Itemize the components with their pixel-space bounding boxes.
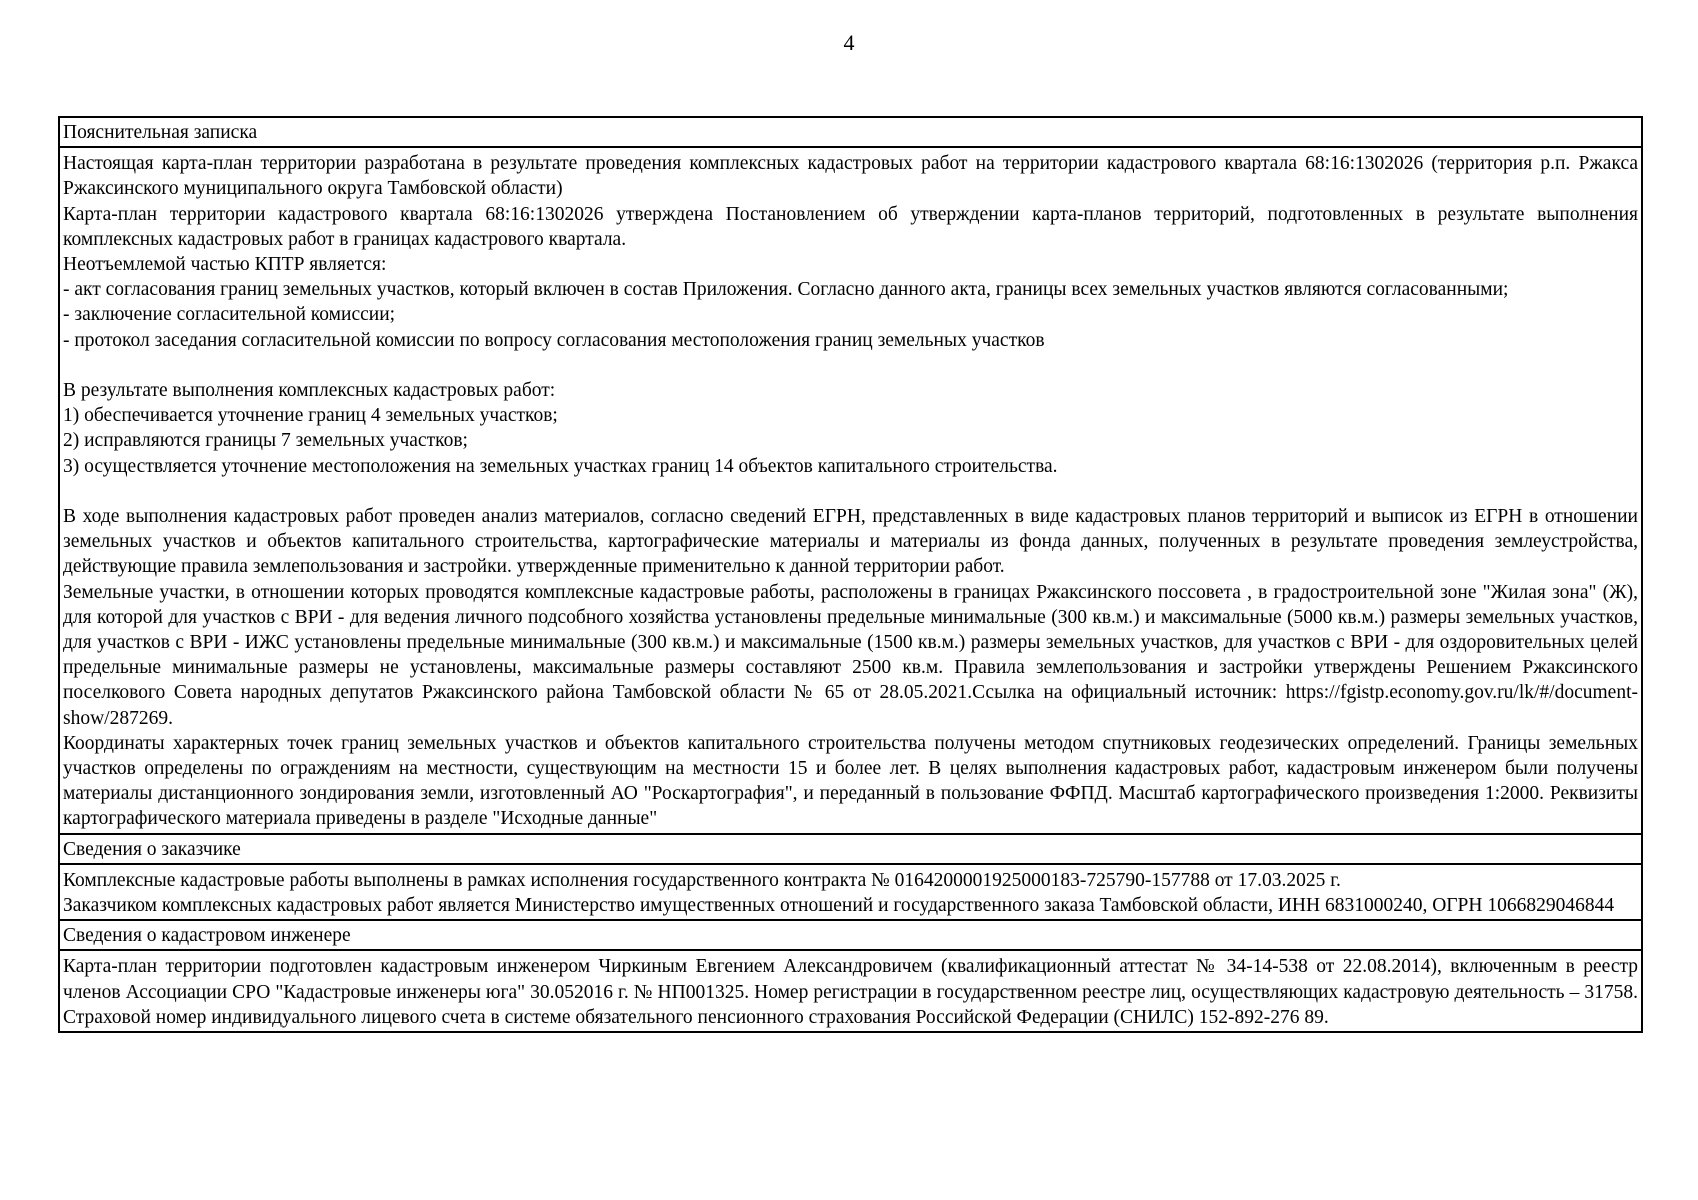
list-item: 2) исправляются границы 7 земельных участков; <box>63 430 468 452</box>
paragraph: Заказчиком комплексных кадастровых работ является Министерство имущественных отношений и государственного заказа Тамбовской области, ИНН 6831000240, ОГРН 1066829046844 <box>63 895 1615 917</box>
section-header-explanatory-note <box>60 118 1641 148</box>
section-title: Сведения о заказчике <box>63 838 241 860</box>
paragraph: Земельные участки, в отношении которых проводятся комплексные кадастровые работы, расположены в границах Ржаксинского поссовета , в градостроительной зоне "Жилая зона" (Ж), для которой для участков с ВРИ - для ведения личного подсобного хозяйства установлены предельные минимальные (300 кв.м.) и максимальные (5000 кв.м.) размеры земельных участков, для участков с ВРИ - ИЖС установлены предельные минимальные (300 кв.м.) и максимальные (1500 кв.м.) размеры земельных участков, для участков с ВРИ - для оздоровительных целей предельные минимальные размеры не установлены, максимальные размеры составляют 2500 кв.м. Правила землепользования и застройки утверждены Решением Ржаксинского поселкового Совета народных депутатов Ржаксинского района Тамбовской области № 65 от 28.05.2021.Ссылка на официальный источник: https://fgistp.economy.gov.ru/lk/#/document-show/287269. <box>63 581 1638 729</box>
document-table <box>58 116 1643 1033</box>
section-body-customer <box>60 865 1641 921</box>
blank-line <box>63 479 1638 504</box>
page-number: 4 <box>843 30 855 55</box>
paragraph: Комплексные кадастровые работы выполнены в рамках исполнения государственного контракта № 0164200001925000183-725790-157788 от 17.03.2025 г. <box>63 869 1341 891</box>
section-header-customer <box>60 835 1641 865</box>
paragraph: В результате выполнения комплексных кадастровых работ: <box>63 380 556 402</box>
section-title: Сведения о кадастровом инженере <box>63 925 351 947</box>
paragraph: В ходе выполнения кадастровых работ проведен анализ материалов, согласно сведений ЕГРН, представленных в виде кадастровых планов территорий и выписок из ЕГРН в отношении земельных участков и объектов капитального строительства, картографические материалы и материалы из фонда данных, полученных в результате проведения землеустройства, действующие правила землепользования и застройки. утвержденные применительно к данной территории работ. <box>63 506 1638 578</box>
section-header-engineer <box>60 921 1641 951</box>
list-item: - заключение согласительной комиссии; <box>63 304 396 326</box>
list-item: - акт согласования границ земельных участков, который включен в состав Приложения. Согласно данного акта, границы всех земельных участков являются согласованными; <box>63 279 1509 301</box>
list-item: 1) обеспечивается уточнение границ 4 земельных участков; <box>63 405 558 427</box>
paragraph: Настоящая карта-план территории разработана в результате проведения комплексных кадастровых работ на территории кадастрового квартала 68:16:1302026 (территория р.п. Ржакса Ржаксинского муниципального округа Тамбовской области) <box>63 153 1638 200</box>
paragraph: Координаты характерных точек границ земельных участков и объектов капитального строительства получены методом спутниковых геодезических определений. Границы земельных участков определены по ограждениям на местности, существующим на местности 15 и более лет. В целях выполнения кадастровых работ, кадастровым инженером были получены материалы дистанционного зондирования земли, изготовленный АО "Роскартография", и переданный в пользование ФФПД. Масштаб картографического произведения 1:2000. Реквизиты картографического материала приведены в разделе "Исходные данные" <box>63 732 1638 830</box>
paragraph: Неотъемлемой частью КПТР является: <box>63 254 387 276</box>
list-item: - протокол заседания согласительной комиссии по вопросу согласования местоположения границ земельных участков <box>63 329 1045 351</box>
list-item: 3) осуществляется уточнение местоположения на земельных участках границ 14 объектов капитального строительства. <box>63 455 1058 477</box>
paragraph: Карта-план территории кадастрового квартала 68:16:1302026 утверждена Постановлением об утверждении карта-планов территорий, подготовленных в результате выполнения комплексных кадастровых работ в границах кадастрового квартала. <box>63 203 1638 250</box>
section-title: Пояснительная записка <box>63 122 258 143</box>
section-body-explanatory-note <box>60 148 1641 834</box>
paragraph: Карта-план территории подготовлен кадастровым инженером Чиркиным Евгением Александровичем (квалификационный аттестат № 34-14-538 от 22.08.2014), включенным в реестр членов Ассоциации СРО "Кадастровые инженеры юга" 30.052016 г. № НП001325. Номер регистрации в государственном реестре лиц, осуществляющих кадастровую деятельность – 31758. Страховой номер индивидуального лицевого счета в системе обязательного пенсионного страхования Российской Федерации (СНИЛС) 152-892-276 89. <box>63 956 1638 1028</box>
section-body-engineer <box>60 951 1641 1031</box>
blank-line <box>63 353 1638 378</box>
